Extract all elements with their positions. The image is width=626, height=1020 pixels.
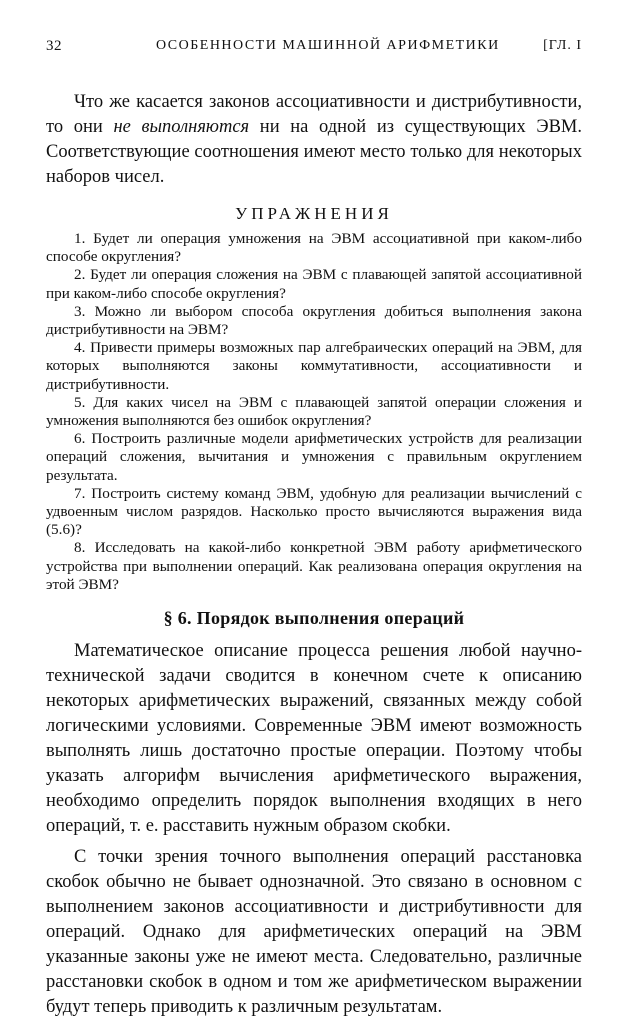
exercises-heading: УПРАЖНЕНИЯ [235,204,393,223]
chapter-marker: [ГЛ. I [543,38,582,53]
intro-paragraph [46,90,582,190]
intro-text-end: ни на одной из существующих ЭВМ. Соответствующие соотношения имеют место только для некоторых наборов чисел. [46,117,582,187]
section-paragraph-2: С точки зрения точного выполнения операций расстановка скобок обычно не бывает однозначной. Это связано в основном с выполнением законов ассоциативности и дистрибутивности для операций. Однако для арифметических операций на ЭВМ указанные законы уже не имеют места. Следовательно, различные расстановки скобок в одном и том же арифметическом выражении будут теперь приводить к различным результатам. [46,847,582,1018]
intro-text-start: Что же касается законов ассоциативности и дистрибутивности, то они [46,92,582,137]
exercise-list [46,230,582,594]
exercise-item-4: 4. Привести примеры возможных пар алгебраических операций на ЭВМ, для которых выполняются законы коммутативности, ассоциативности и дистрибутивности. [46,339,582,393]
exercise-item-7: 7. Построить систему команд ЭВМ, удобную для реализации вычислений с удвоенным числом разрядов. Насколько просто вычисляются выражения вида (5.6)? [46,484,582,539]
exercise-item-8: 8. Исследовать на какой-либо конкретной ЭВМ работу арифметического устройства при выполнении операций. Как реализована операция округления на этой ЭВМ? [46,539,582,593]
section-heading: § 6. Порядок выполнения операций [163,608,465,629]
intro-emphasis: не выполняются [113,117,250,137]
page-content [46,90,582,1020]
section-paragraph-1: Математическое описание процесса решения любой научно-технической задачи сводится в конечном счете к описанию некоторых арифметических выражений, связанных между собой логическими условиями. Современные ЭВМ имеют возможность выполнять лишь достаточно простые операции. Поэтому чтобы указать алгорифм вычисления арифметического выражения, необходимо определить порядок выполнения входящих в него операций, т. е. расставить нужным образом скобки. [46,641,582,837]
exercise-item-3: 3. Можно ли выбором способа округления добиться выполнения закона дистрибутивности на ЭВМ? [46,302,582,339]
running-title: ОСОБЕННОСТИ МАШИННОЙ АРИФМЕТИКИ [156,38,500,53]
exercise-item-1: 1. Будет ли операция умножения на ЭВМ ассоциативной при каком-либо способе округления? [46,230,582,266]
exercise-item-6: 6. Построить различные модели арифметических устройств для реализации операций сложения, вычитания и умножения с правильным округлением результата. [46,430,582,484]
page-number: 32 [46,38,62,54]
running-head [46,38,582,60]
exercise-item-2: 2. Будет ли операция сложения на ЭВМ с плавающей запятой ассоциативной при каком-либо способе округления? [46,266,582,302]
exercise-item-5: 5. Для каких чисел на ЭВМ с плавающей запятой операции сложения и умножения выполняются без ошибок округления? [46,393,582,430]
